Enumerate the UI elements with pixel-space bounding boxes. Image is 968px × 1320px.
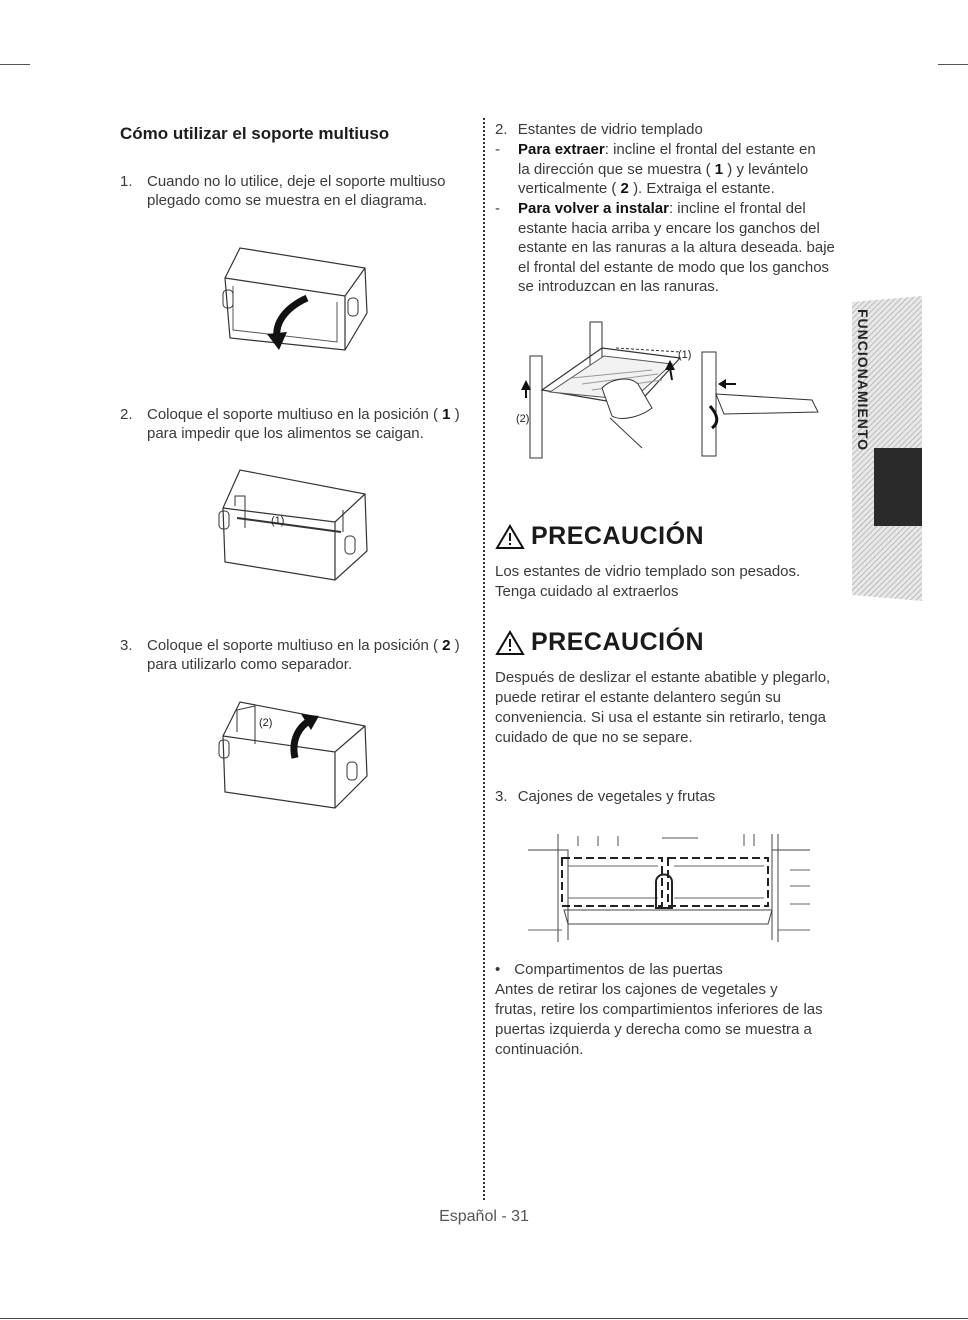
- section-side-tab: [852, 296, 922, 601]
- caution-line: Los estantes de vidrio templado son pesados.: [495, 563, 801, 580]
- step-text-line2: plegado como se muestra en el diagrama.: [147, 192, 428, 209]
- item-title: Estantes de vidrio templado: [517, 121, 703, 138]
- caution-line: Tenga cuidado al extraerlos: [495, 583, 679, 600]
- crop-mark-left: [0, 64, 30, 65]
- warning-triangle-icon: [495, 524, 525, 550]
- caution-line: puede retirar el estante delantero según su: [495, 689, 782, 706]
- figure-holder-position-1: [215, 466, 380, 586]
- item-2-heading: [495, 120, 703, 140]
- extract-text: ) y levántelo: [727, 160, 809, 178]
- install-text: estante en las ranuras a la altura deseada. baje: [518, 239, 835, 256]
- extract-text: verticalmente (: [518, 180, 617, 197]
- bullet-line: frutas, retire los compartimientos inferiores de las: [495, 1001, 823, 1018]
- caution-title: PRECAUCIÓN: [531, 628, 705, 656]
- step-number: 2.: [120, 406, 133, 423]
- extract-text: la dirección que se muestra (: [518, 160, 711, 178]
- step-bold-number: 2: [442, 637, 451, 654]
- figure-vegetable-drawers: [528, 830, 810, 946]
- step-text: ): [454, 406, 460, 423]
- caution-line: cuidado de que no se separe.: [495, 729, 693, 746]
- crop-mark-right: [938, 64, 968, 65]
- item-number: 2.: [495, 121, 508, 138]
- figure-shelf-removal: [512, 318, 832, 463]
- step-bold-number: 1: [442, 406, 451, 423]
- dash: -: [495, 141, 500, 158]
- bullet-line: puertas izquierda y derecha como se muestra a: [495, 1021, 812, 1038]
- caution-text-1: [495, 562, 845, 602]
- step-text-line2: para utilizarlo como separador.: [147, 656, 353, 673]
- bullet-dot: •: [495, 961, 501, 978]
- caution-heading-1: [495, 522, 704, 551]
- extract-bold: 1: [714, 160, 724, 178]
- extract-text: : incline el frontal del estante en: [604, 141, 816, 158]
- side-tab-label: FUNCIONAMIENTO: [855, 309, 871, 452]
- page-footer: Español - 31: [439, 1208, 529, 1225]
- caution-heading-2: [495, 628, 704, 657]
- install-text: se introduzcan en las ranuras.: [518, 278, 719, 295]
- step-text-line2: para impedir que los alimentos se caigan.: [147, 425, 424, 442]
- step-text: Coloque el soporte multiuso en la posición (: [147, 637, 438, 654]
- caution-text-2: [495, 668, 845, 748]
- dash: -: [495, 200, 500, 217]
- bottom-rule: [0, 1318, 968, 1319]
- install-text: el frontal del estante de modo que los ganchos: [518, 258, 830, 276]
- extract-label: Para extraer: [518, 141, 605, 158]
- install-label: Para volver a instalar: [518, 200, 669, 217]
- figure-label: (2): [259, 717, 273, 729]
- caution-line: conveniencia. Si usa el estante sin retirarlo, tenga: [495, 709, 827, 726]
- step-text: ): [454, 637, 460, 654]
- extract-text: ). Extraiga el estante.: [633, 180, 775, 197]
- step-number: 3.: [120, 637, 133, 654]
- figure-label: (2): [516, 413, 530, 425]
- caution-line: Después de deslizar el estante abatible y plegarlo,: [495, 669, 831, 686]
- figure-folded-holder: [215, 238, 380, 358]
- extract-bold: 2: [620, 180, 629, 197]
- caution-title: PRECAUCIÓN: [531, 522, 705, 550]
- bullet-line: Antes de retirar los cajones de vegetales y: [495, 981, 778, 998]
- item-number: 3.: [495, 788, 508, 805]
- item-3-heading: [495, 787, 715, 807]
- figure-label: (1): [271, 515, 285, 527]
- door-compartments-section: [495, 960, 845, 1060]
- install-instructions: [495, 199, 855, 299]
- install-text: : incline el frontal del: [668, 200, 806, 217]
- install-text: estante hacia arriba y encare los ganchos del: [518, 219, 820, 237]
- section-title: Cómo utilizar el soporte multiuso: [120, 124, 390, 143]
- item-title: Cajones de vegetales y frutas: [517, 788, 716, 805]
- step-text-line1: Cuando no lo utilice, deje el soporte multiuso: [147, 173, 446, 190]
- figure-holder-position-2: [215, 696, 380, 814]
- bullet-line: continuación.: [495, 1041, 584, 1058]
- column-divider: [483, 118, 485, 1200]
- warning-triangle-icon: [495, 630, 525, 656]
- bullet-title: Compartimentos de las puertas: [514, 961, 723, 978]
- figure-label: (1): [678, 349, 692, 361]
- step-text: Coloque el soporte multiuso en la posición (: [147, 406, 438, 423]
- step-number: 1.: [120, 173, 133, 190]
